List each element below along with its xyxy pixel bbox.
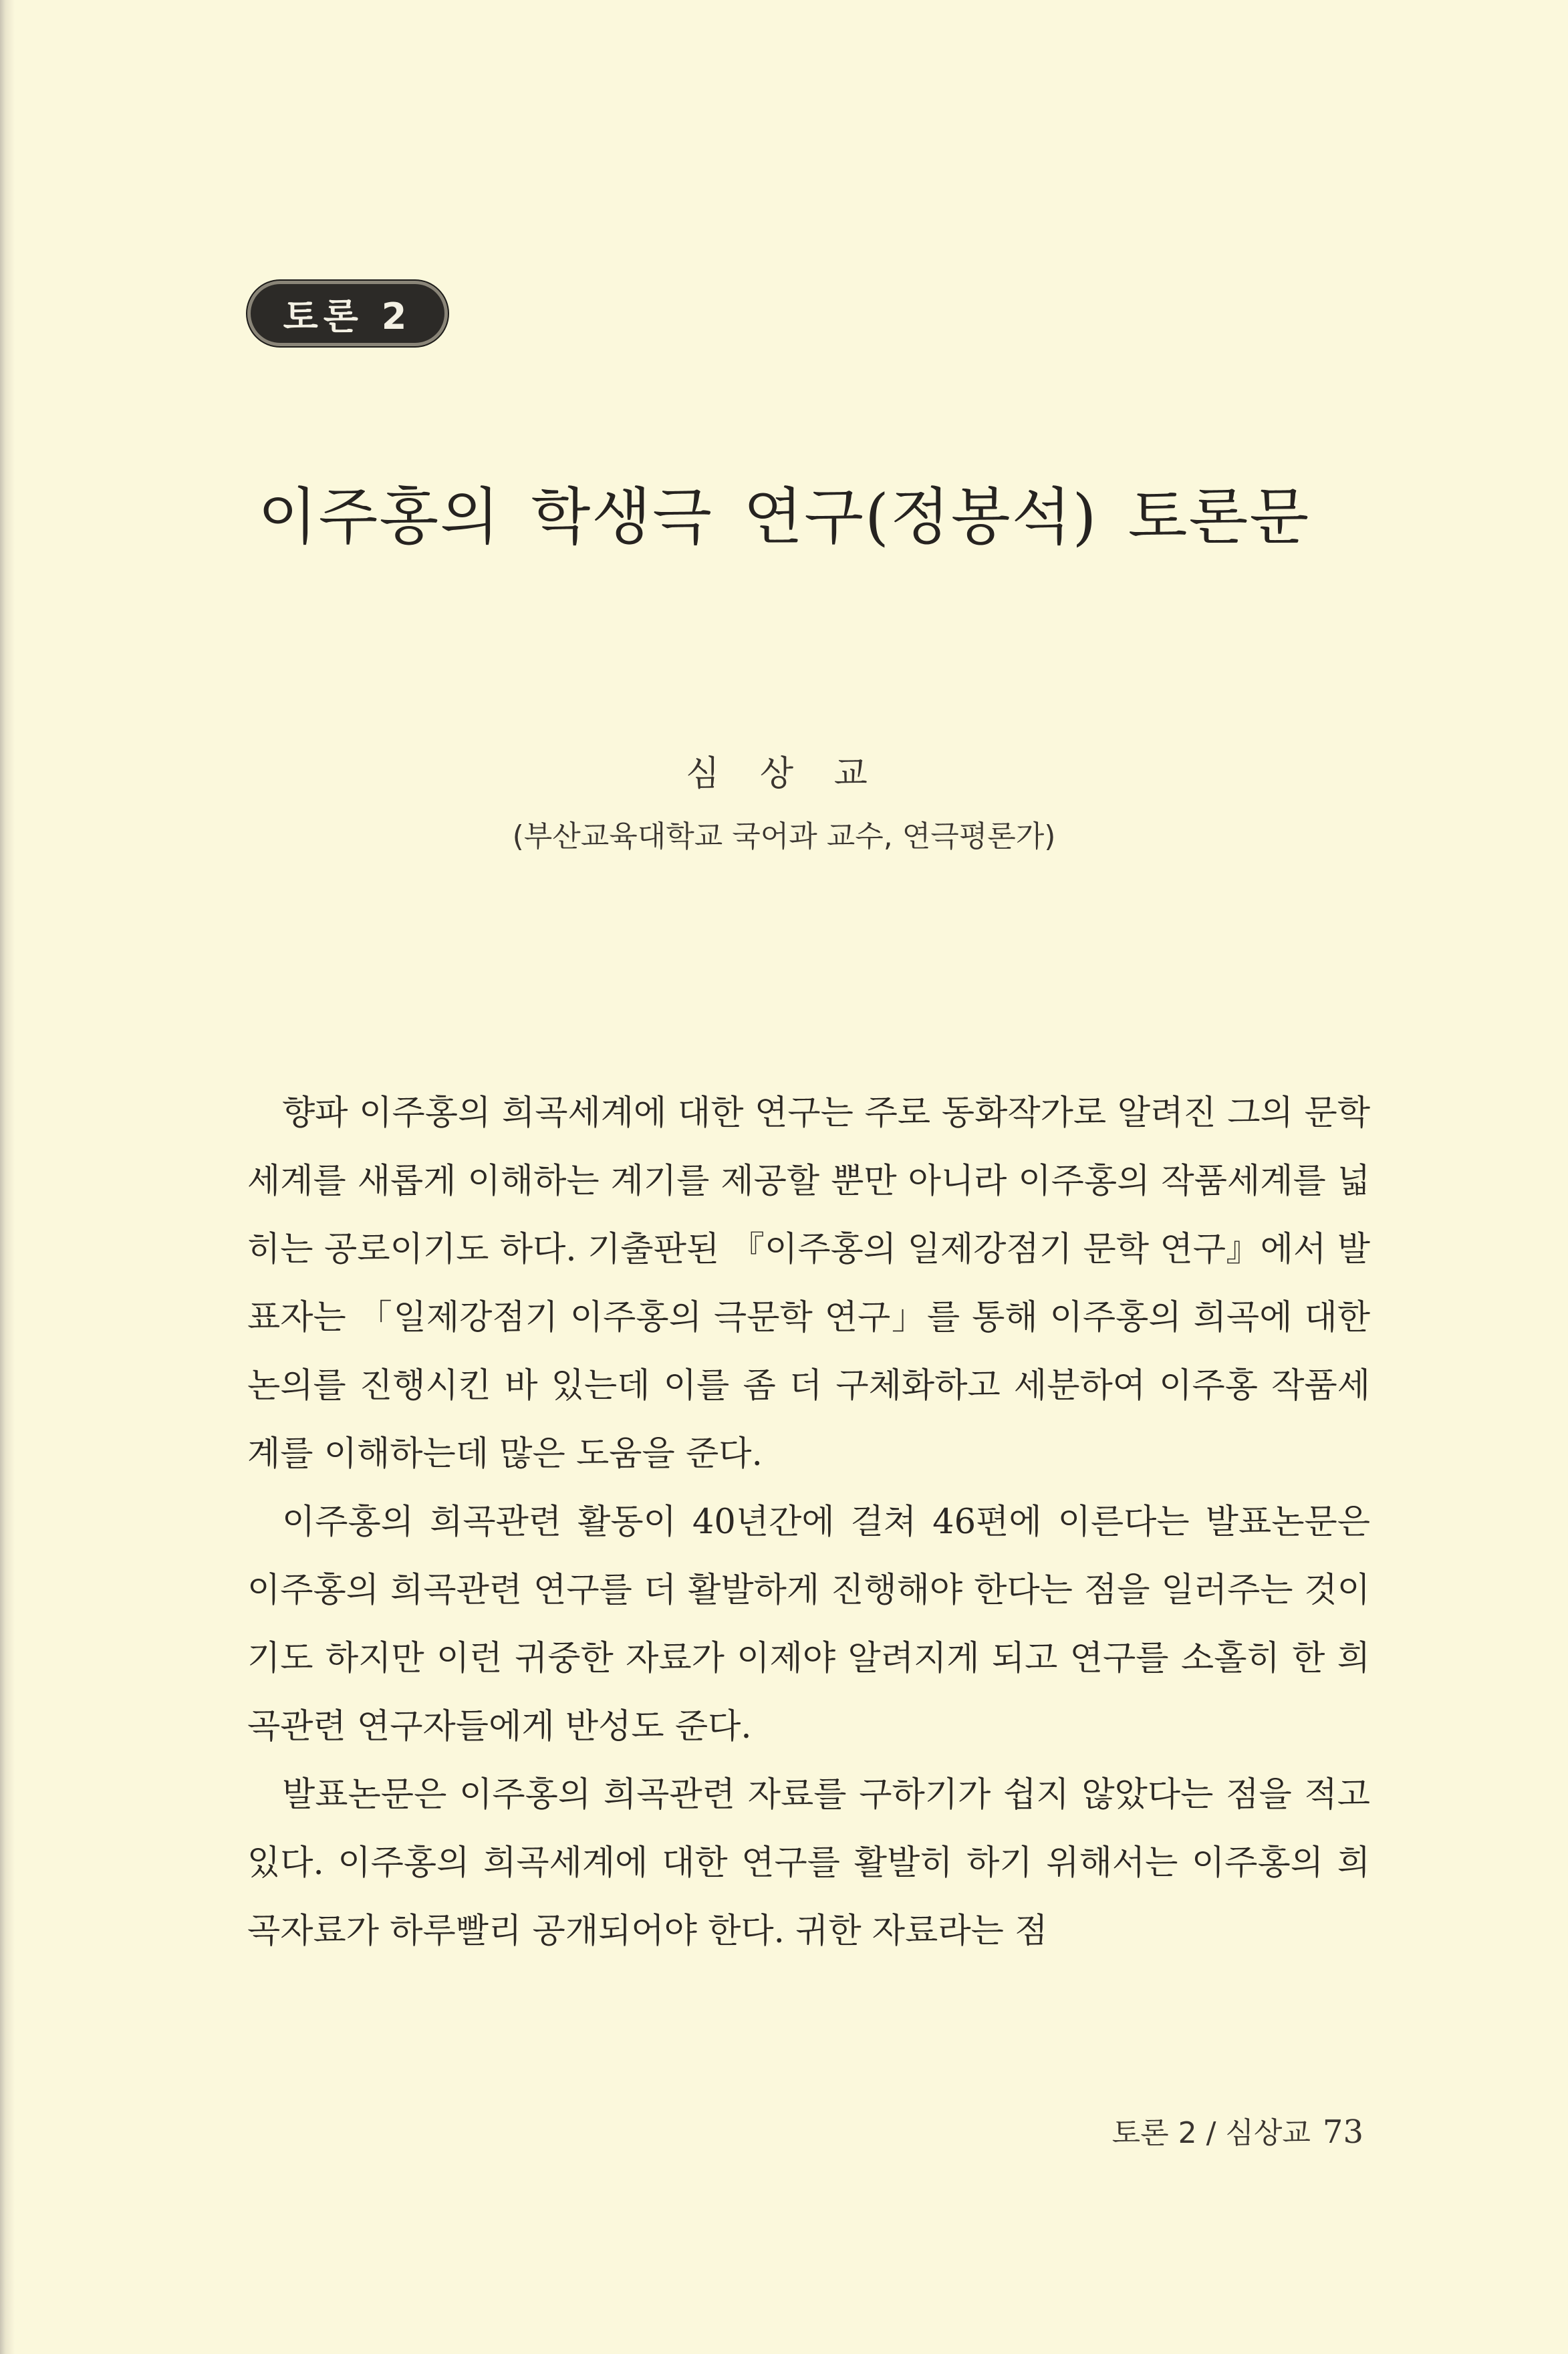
running-head: 토론 2 / 심상교: [1112, 2116, 1311, 2150]
page-edge: [0, 0, 15, 2354]
page-title: 이주홍의 학생극 연구(정봉석) 토론문: [257, 481, 1311, 553]
paragraph: 이주홍의 희곡관련 활동이 40년간에 걸쳐 46편에 이른다는 발표논문은 이주홍의 희곡관련 연구를 더 활발하게 진행해야 한다는 점을 일러주는 것이기도 하지만 이런 귀중한 자료가 이제야 알려지게 되고 연구를 소홀히 한 희곡관련 연구자들에게 반성도 준다.: [247, 1502, 1370, 1746]
author-name: 심 상 교: [686, 754, 882, 794]
body-text: [247, 1079, 1370, 1966]
paragraph: 발표논문은 이주홍의 희곡관련 자료를 구하기가 쉽지 않았다는 점을 적고 있다. 이주홍의 희곡세계에 대한 연구를 활발히 하기 위해서는 이주홍의 희곡자료가 하루빨리 공개되어야 한다. 귀한 자료라는 점: [247, 1775, 1370, 1951]
section-badge: [247, 281, 448, 346]
section-badge-label: 토론 2: [283, 295, 412, 338]
author-affiliation: (부산교육대학교 국어과 교수, 연극평론가): [512, 819, 1056, 854]
paragraph: 향파 이주홍의 희곡세계에 대한 연구는 주로 동화작가로 알려진 그의 문학세계를 새롭게 이해하는 계기를 제공할 뿐만 아니라 이주홍의 작품세계를 넓히는 공로이기도 하다. 기출판된 『이주홍의 일제강점기 문학 연구』에서 발표자는 「일제강점기 이주홍의 극문학 연구」를 통해 이주홍의 희곡에 대한 논의를 진행시킨 바 있는데 이를 좀 더 구체화하고 세분하여 이주홍 작품세계를 이해하는데 많은 도움을 준다.: [247, 1093, 1370, 1474]
page-number: 73: [1322, 2113, 1363, 2151]
page-footer: [1083, 2109, 1363, 2151]
